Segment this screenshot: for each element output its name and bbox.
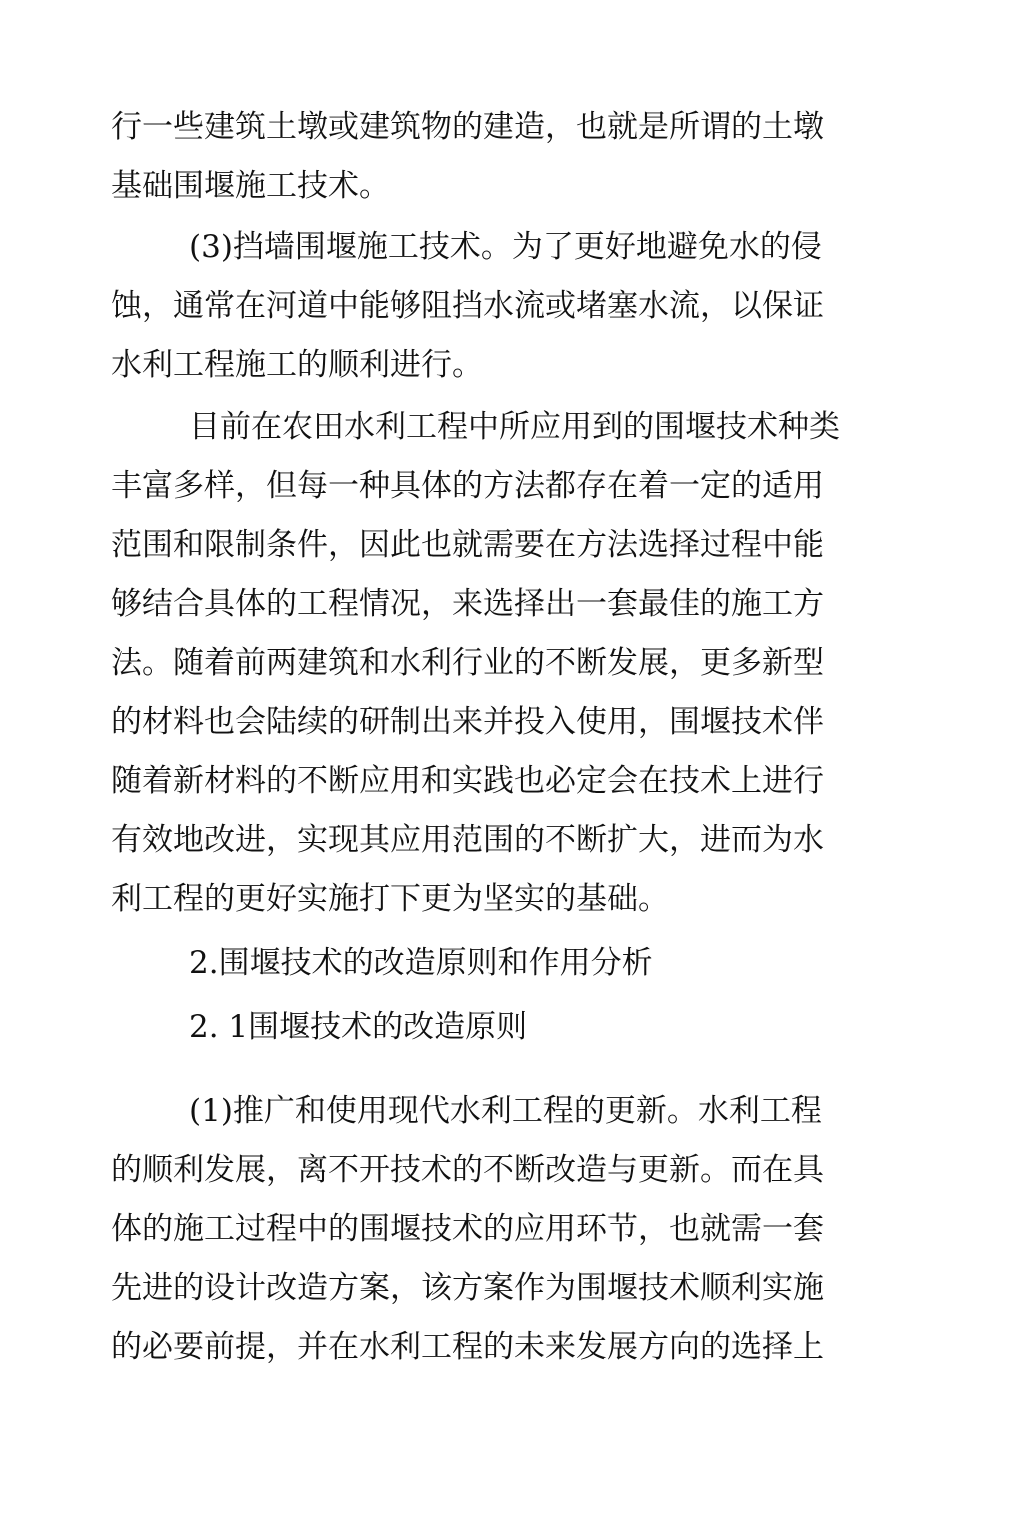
text-line: 蚀，通常在河道中能够阻挡水流或堵塞水流，以保证 xyxy=(111,288,824,324)
text-line: 法。随着前两建筑和水利行业的不断发展，更多新型 xyxy=(111,645,824,681)
heading-text: 2. 1围堰技术的改造原则 xyxy=(189,1009,528,1045)
section-heading xyxy=(111,934,881,993)
text-line: 有效地改进，实现其应用范围的不断扩大，进而为水 xyxy=(111,822,824,858)
paragraph-retaining-wall xyxy=(111,218,881,395)
text-line: 范围和限制条件，因此也就需要在方法选择过程中能 xyxy=(111,527,824,563)
text-line: 行一些建筑土墩或建筑物的建造，也就是所谓的土墩 xyxy=(111,109,824,145)
text-line: 基础围堰施工技术。 xyxy=(111,168,390,204)
text-line: (1)推广和使用现代水利工程的更新。水利工程 xyxy=(189,1093,822,1129)
text-line: (3)挡墙围堰施工技术。为了更好地避免水的侵 xyxy=(189,229,822,265)
text-line: 体的施工过程中的围堰技术的应用环节，也就需一套 xyxy=(111,1211,824,1247)
text-line: 够结合具体的工程情况，来选择出一套最佳的施工方 xyxy=(111,586,824,622)
text-line: 先进的设计改造方案，该方案作为围堰技术顺利实施 xyxy=(111,1270,824,1306)
text-line: 的顺利发展，离不开技术的不断改造与更新。而在具 xyxy=(111,1152,824,1188)
text-line: 的必要前提，并在水利工程的未来发展方向的选择上 xyxy=(111,1329,824,1365)
text-line: 利工程的更好实施打下更为坚实的基础。 xyxy=(111,881,669,917)
subsection-heading xyxy=(111,998,881,1057)
text-line: 的材料也会陆续的研制出来并投入使用，围堰技术伴 xyxy=(111,704,824,740)
paragraph-current-status xyxy=(111,398,881,929)
text-line: 目前在农田水利工程中所应用到的围堰技术种类 xyxy=(189,409,840,445)
paragraph-continuation xyxy=(111,98,881,216)
text-line: 水利工程施工的顺利进行。 xyxy=(111,347,483,383)
paragraph-promotion xyxy=(111,1082,881,1377)
text-line: 随着新材料的不断应用和实践也必定会在技术上进行 xyxy=(111,763,824,799)
heading-text: 2.围堰技术的改造原则和作用分析 xyxy=(189,945,653,981)
text-line: 丰富多样，但每一种具体的方法都存在着一定的适用 xyxy=(111,468,824,504)
